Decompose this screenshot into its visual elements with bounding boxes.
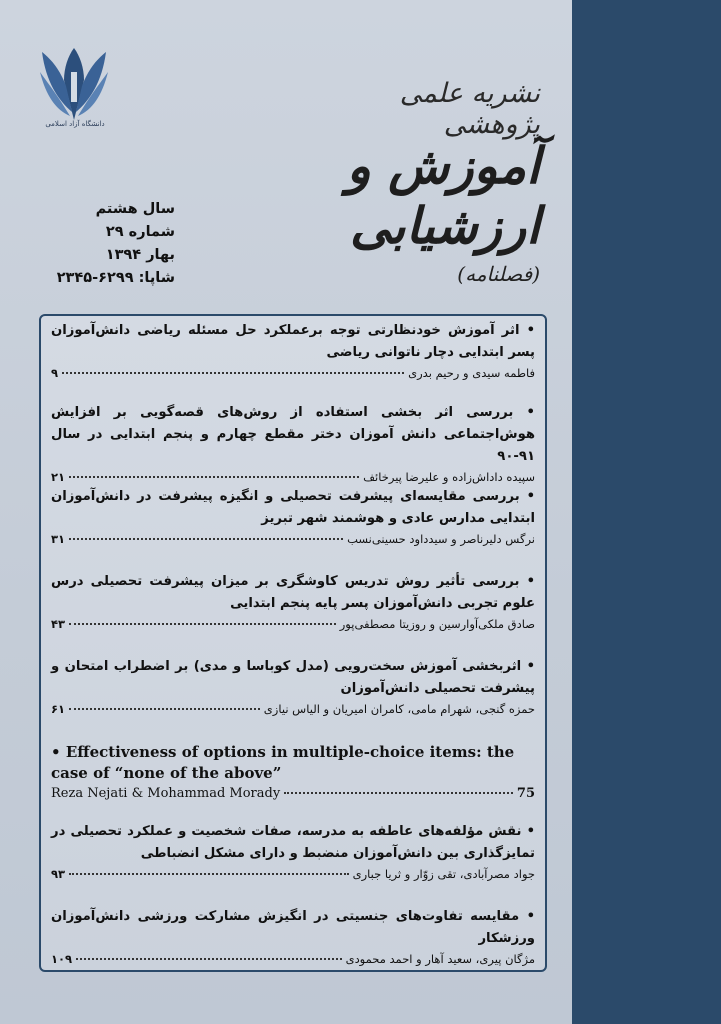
table-of-contents [39, 314, 547, 972]
toc-entry-authors: نرگس دلیرناصر و سیدداود حسینی‌نسب [347, 532, 535, 546]
toc-entry-page: ۶۱ [51, 702, 66, 716]
toc-entry-authors: مژگان پیری، سعید آهار و احمد محمودی [345, 952, 535, 966]
toc-entry-title: • بررسی اثر بخشی استفاده از روش‌های قصه‌گویی بر افزایش هوش‌اجتماعی دانش آموزان دختر مقطع چهارم و پنجم ابتدایی در سال ۹۱-۹۰ [51, 405, 535, 464]
toc-entry-title: • Effectiveness of options in multiple-choice items: the case of “none of the above” [51, 743, 515, 782]
cover-spine-band [572, 0, 721, 1024]
toc-entry-page: 75 [516, 786, 535, 801]
toc-entry-page: ۹۳ [51, 867, 66, 881]
toc-entry[interactable] [51, 402, 535, 484]
toc-entry-page: ۳۱ [51, 532, 66, 546]
toc-entry-title: • اثر آموزش خودنظارتی توجه برعملکرد حل مسئله ریاضی دانش‌آموزان پسر ابتدایی دچار ناتوانی ریاضی [51, 323, 535, 360]
quarterly-label: (فصلنامه) [457, 262, 540, 286]
toc-entry[interactable] [51, 906, 535, 966]
toc-entry[interactable] [51, 320, 535, 380]
toc-entry-authors: Reza Nejati & Mohammad Morady [51, 786, 281, 801]
issn: شاپا: ۶۲۹۹-۲۳۴۵ [56, 270, 175, 286]
university-logo-icon [38, 42, 110, 160]
toc-entry-authors: سپیده داداش‌زاده و علیرضا پیرخائف [363, 470, 535, 484]
issue-info [40, 198, 175, 290]
issue-year: سال هشتم [95, 201, 175, 217]
toc-entry-page: ۱۰۹ [51, 952, 73, 966]
toc-entry-authors: حمزه گنجی، شهرام مامی، کامران امیریان و الیاس نیازی [263, 702, 535, 716]
toc-entry[interactable] [51, 821, 535, 881]
toc-entry-title: • اثربخشی آموزش سخت‌رویی (مدل کوباسا و مدی) بر اضطراب امتحان و پیشرفت تحصیلی دانش‌آموزان [51, 659, 535, 696]
toc-entry-page: ۲۱ [51, 470, 66, 484]
toc-entry-title: • بررسی تأثیر روش تدریس کاوشگری بر میزان پیشرفت تحصیلی درس علوم تجربی دانش‌آموزان پسر پایه پنجم ابتدایی [51, 574, 535, 611]
journal-title: آموزش و ارزشیابی [346, 136, 540, 255]
toc-entry[interactable] [51, 486, 535, 546]
issue-number: شماره ۲۹ [105, 224, 175, 240]
toc-entry-authors: جواد مصرآبادی، تقی زوّار و ثریا جباری [352, 867, 535, 881]
issue-season: بهار ۱۳۹۴ [105, 247, 175, 263]
logo-caption: دانشگاه آزاد اسلامی [45, 120, 105, 128]
toc-entry-title: • نقش مؤلفه‌های عاطفه به مدرسه، صفات شخصیت و عملکرد تحصیلی در تمایزگذاری بین دانش‌آموزان منضبط و دارای مشکل انضباطی [51, 824, 535, 861]
toc-entry-authors: فاطمه سیدی و رحیم بدری [408, 366, 535, 380]
toc-entry-title: • بررسی مقایسه‌ای پیشرفت تحصیلی و انگیزه پیشرفت در دانش‌آموزان ابتدایی مدارس عادی و هوشمند شهر تبریز [51, 489, 535, 526]
journal-subtitle: نشریه علمی پژوهشی [399, 78, 540, 140]
toc-entry-page: ۹ [51, 366, 59, 380]
toc-entry-title: • مقایسه تفاوت‌های جنسیتی در انگیزش مشارکت ورزشی دانش‌آموزان ورزشکار [51, 909, 535, 946]
toc-entry[interactable] [51, 656, 535, 716]
toc-entry[interactable] [51, 571, 535, 631]
toc-entry-english[interactable] [51, 742, 535, 801]
toc-entry-page: ۴۳ [51, 617, 66, 631]
toc-entry-authors: صادق ملکی‌آوارسین و روزیتا مصطفی‌پور [339, 617, 535, 631]
